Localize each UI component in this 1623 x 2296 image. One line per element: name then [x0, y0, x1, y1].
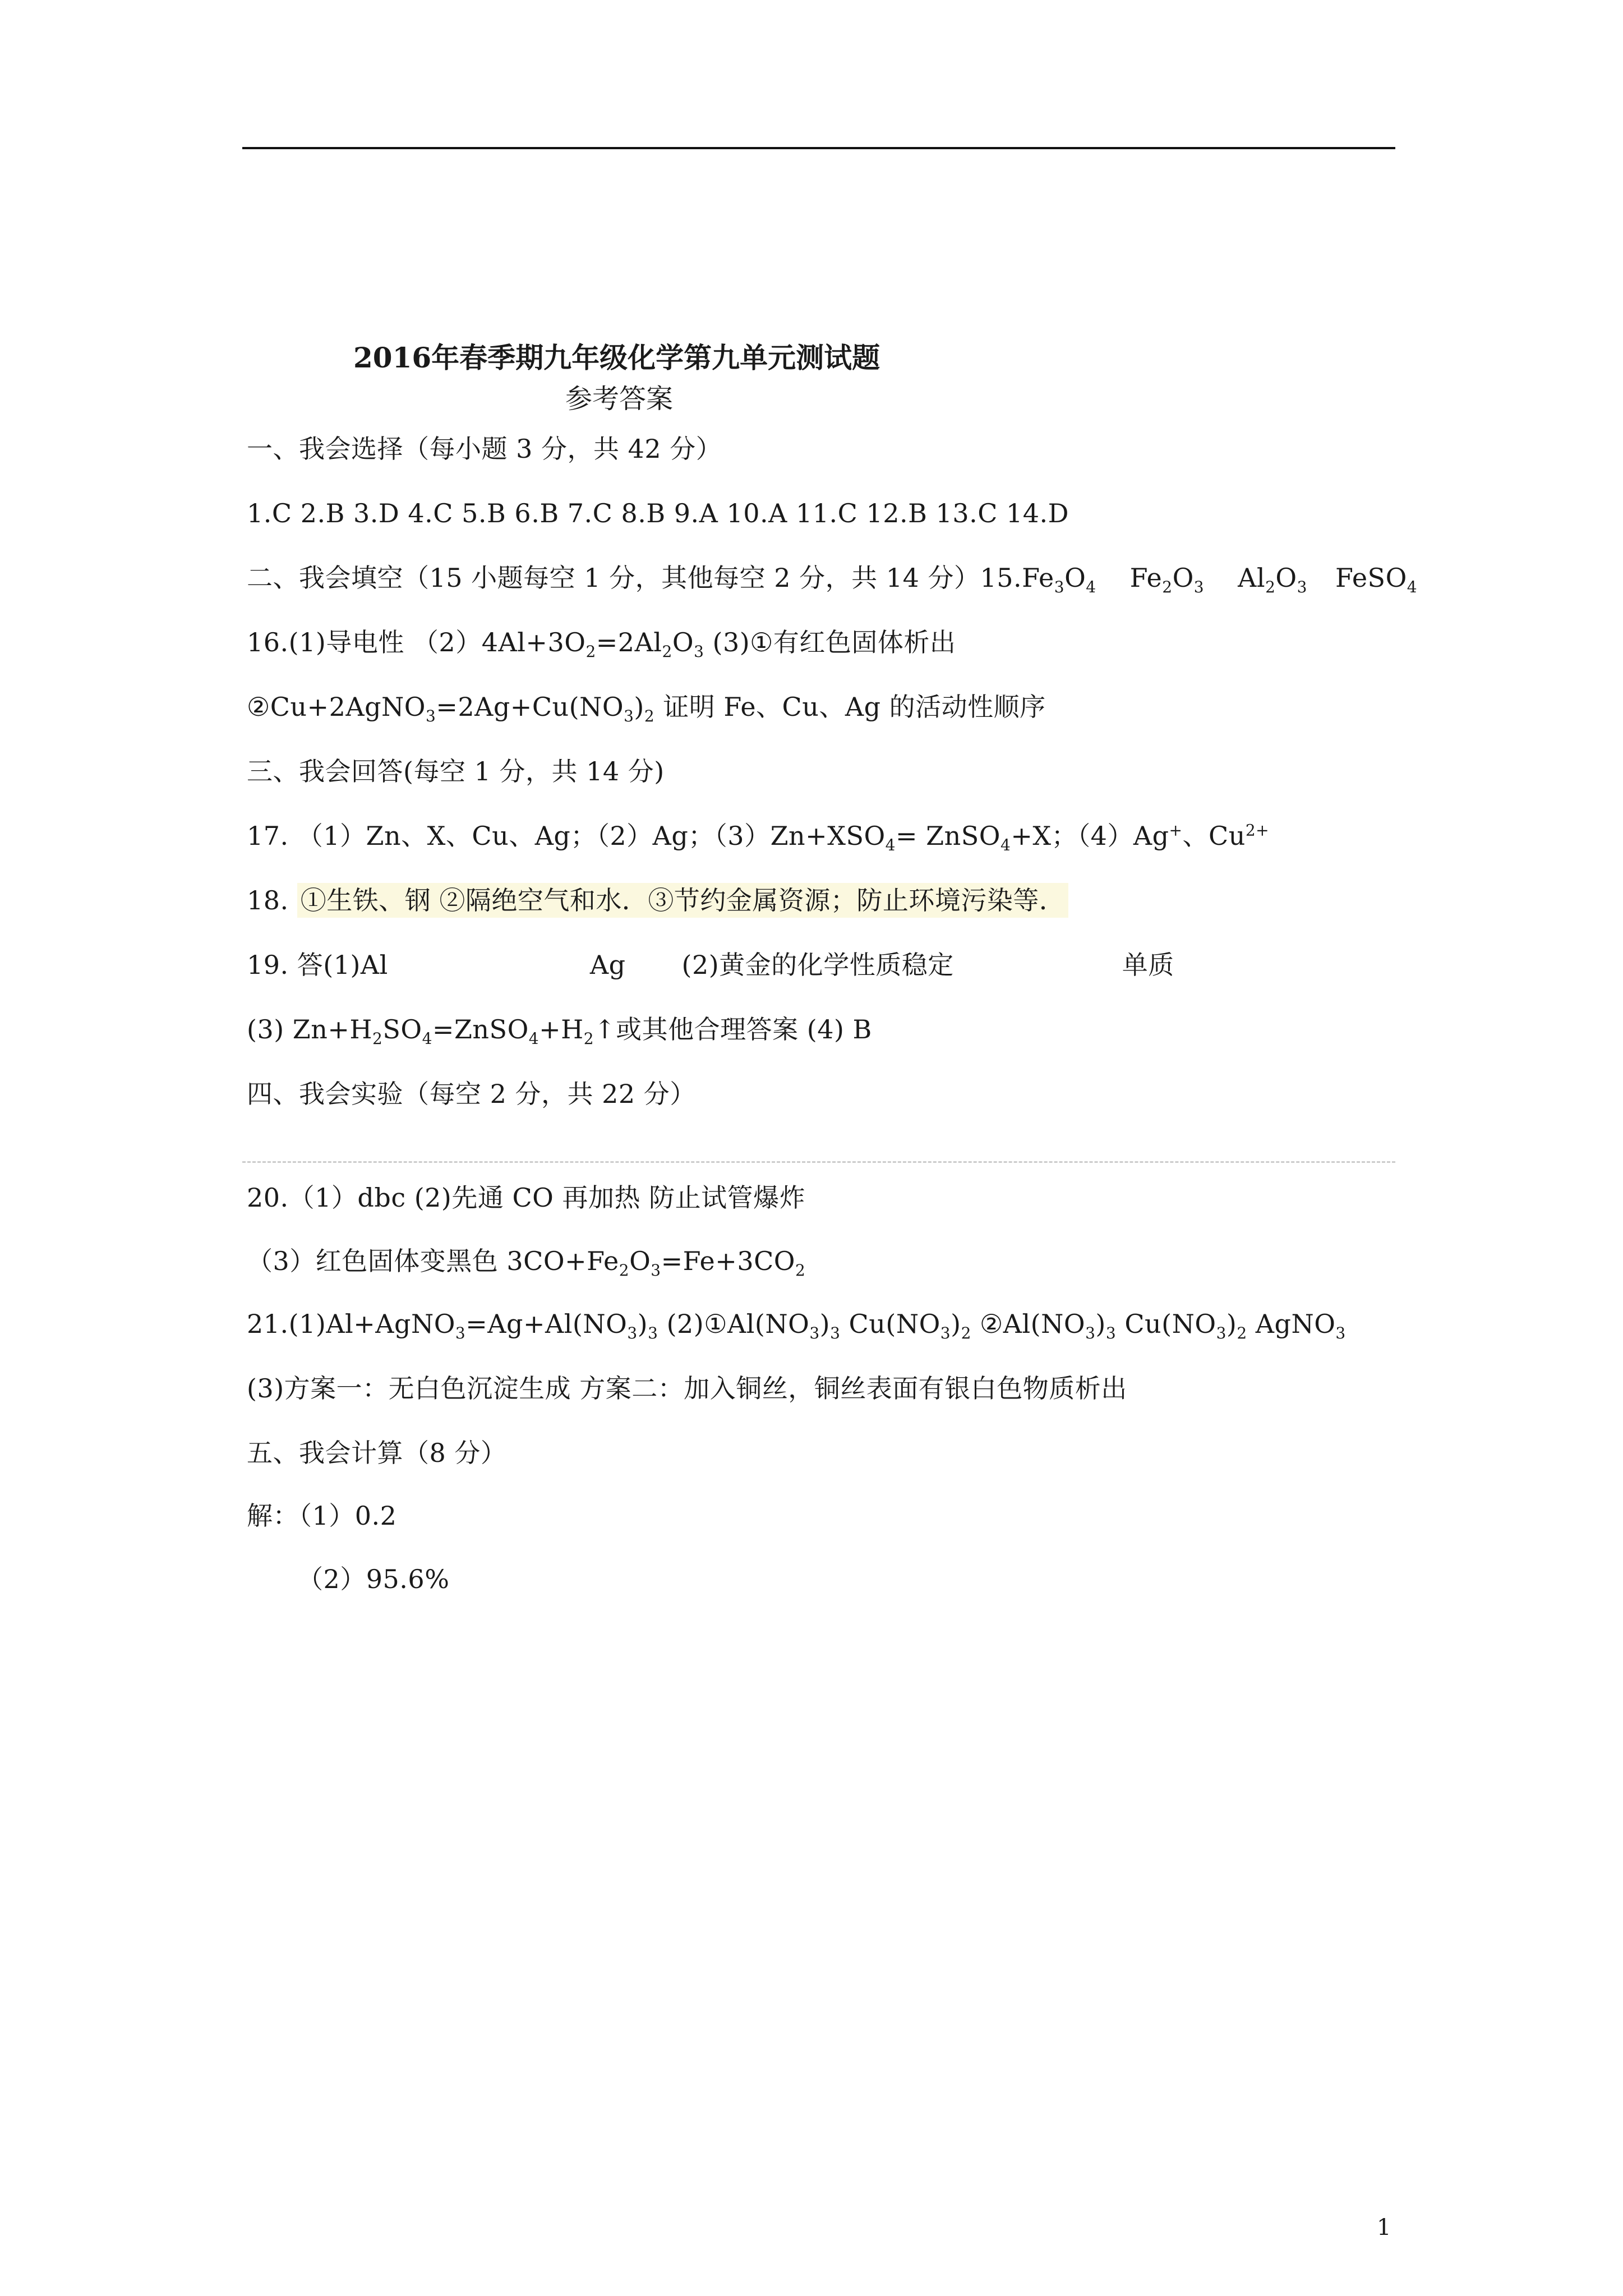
page-subtitle: 参考答案: [565, 383, 674, 415]
q17-line: 17. （1）Zn、X、Cu、Ag；（2）Ag；$(3)Zn+XSO_4=$ ZnSO$_4$+X；（4）Ag+、$Cu^{2+}$: [247, 821, 1270, 855]
q16-line2: $②Cu+2AgNO_3=2Ag+Cu(NO_3)_2$ 证明 Fe、Cu、Ag 的活动性顺序: [247, 692, 1046, 726]
page-title: 2016年春季期九年级化学第九单元测试题: [353, 341, 880, 374]
q15-number: 15.: [980, 563, 1022, 593]
header-rule: [242, 147, 1395, 149]
q19-line2: (3) $Zn+H_2SO_4=ZnSO_4+H_2↑$或其他合理答案 (4) B: [247, 1014, 872, 1048]
q18-number: 18.: [247, 885, 289, 915]
q15-answer-b: $Fe_2O_3$: [1129, 563, 1205, 597]
q20-line2: （3）红色固体变黑色 $3CO+Fe_2O_3=Fe+3CO_2$: [247, 1246, 806, 1280]
q15-answer-d: FeSO$_4$: [1335, 563, 1418, 597]
q18-answer-highlighted: ①生铁、钢 ②隔绝空气和水．③节约金属资源；防止环境污染等．: [297, 883, 1069, 918]
page-number: 1: [1377, 2215, 1391, 2240]
section2-heading-line: [247, 561, 1417, 595]
section1-heading: 一、我会选择（每小题 3 分，共 42 分）: [247, 434, 722, 464]
calc-answer-1: 解：（1）0.2: [247, 1501, 397, 1531]
q21-line1: $21.(1)Al+AgNO_3=Ag+Al(NO_3)_3$ $(2)①Al(NO_3)_3$ $Cu(NO_3)_2$ $②Al(NO_3)_3$ $Cu(NO_3)_2$ AgNO$_3$: [247, 1309, 1346, 1343]
q16-line1: 16.(1)导电性 $(2)4Al+3O_2=2Al_2O_3$ (3)①有红色固体析出: [247, 627, 956, 661]
calc-answer-2: （2）95.6%: [297, 1564, 450, 1594]
section1-answers: 1.C 2.B 3.D 4.C 5.B 6.B 7.C 8.B 9.A 10.A 11.C 12.B 13.C 14.D: [247, 498, 1069, 528]
q15-answer-c: $Al_2O_3$: [1238, 563, 1307, 597]
section3-heading: 三、我会回答(每空 1 分，共 14 分): [247, 756, 665, 786]
q19-line1: 19. 答(1)Al Ag (2)黄金的化学性质稳定 单质: [247, 950, 1174, 980]
section4-heading: 四、我会实验（每空 2 分，共 22 分）: [247, 1079, 696, 1109]
q21-line2: (3)方案一：无白色沉淀生成 方案二：加入铜丝，铜丝表面有银白色物质析出: [247, 1373, 1127, 1404]
q15-answer-a: $Fe_3O_4$: [1022, 563, 1096, 597]
q18-line: [247, 884, 1068, 917]
dashed-separator: [242, 1161, 1395, 1163]
section2-heading: 二、我会填空（15 小题每空 1 分，其他每空 2 分，共 14 分）: [247, 563, 980, 593]
q20-line1: 20.（1）dbc (2)先通 CO 再加热 防止试管爆炸: [247, 1182, 806, 1213]
section5-heading: 五、我会计算（8 分）: [247, 1438, 507, 1468]
